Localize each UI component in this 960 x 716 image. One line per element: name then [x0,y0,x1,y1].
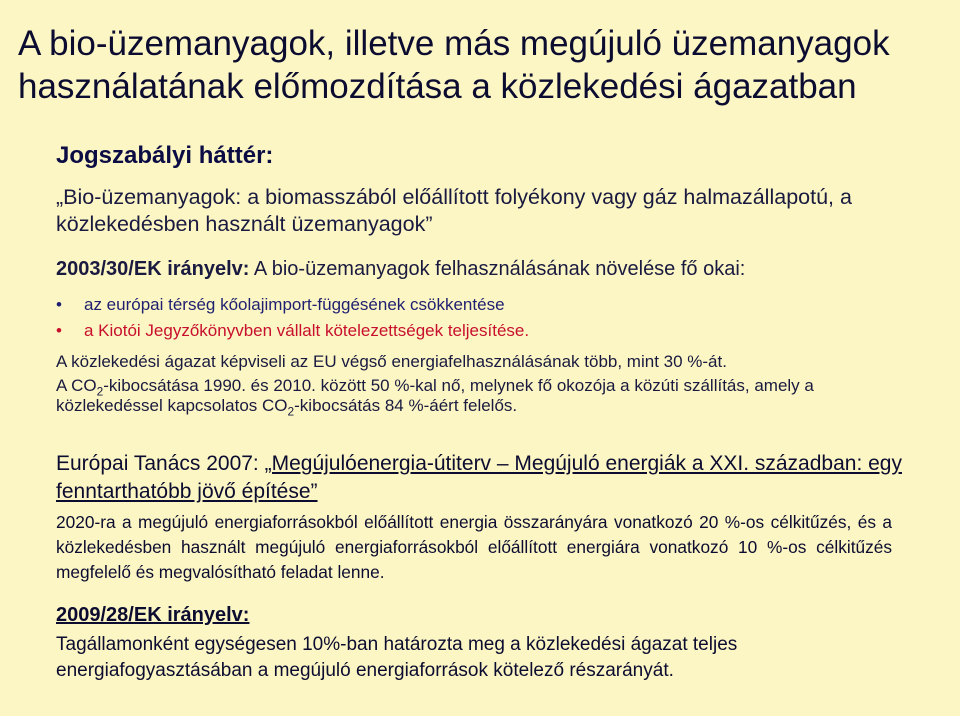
co2-paragraph [56,376,916,419]
list-item-text: a Kiotói Jegyzőkönyvben vállalt kötelezettségek teljesítése. [84,321,530,340]
bullet-icon: • [56,295,62,314]
legal-background-heading: Jogszabályi háttér: [56,142,274,169]
european-council-line [56,450,926,506]
european-council-prefix: Európai Tanács 2007: [56,452,265,475]
list-item [56,292,529,318]
bullet-icon: • [56,321,62,340]
co2-text-3: -kibocsátás 84 %-áért felelős. [294,396,518,415]
directive-2003-line [56,258,745,281]
list-item-text: az európai térség kőolajimport-függésének csökkentése [84,295,505,314]
european-council-roadmap: „Megújulóenergia-útiterv – Megújuló energiák a XXI. században: egy fenntarthatóbb jövő építése” [56,452,902,503]
transport-share-paragraph: A közlekedési ágazat képviseli az EU végső energiafelhasználásának több, mint 30 %-át. [56,352,727,371]
slide-title: A bio-üzemanyagok, illetve más megújuló üzemanyagok használatának előmozdítása a közlekedési ágazatban [18,24,890,106]
biofuel-definition: „Bio-üzemanyagok: a biomasszából előállított folyékony vagy gáz halmazállapotú, a közlekedésben használt üzemanyagok” [56,185,852,236]
list-item [56,318,529,344]
directive-2003-label: 2003/30/EK irányelv: [56,258,250,280]
directive-2003-text: A bio-üzemanyagok felhasználásának növelése fő okai: [249,258,746,280]
reasons-list [56,292,529,344]
target-2020-paragraph: 2020-ra a megújuló energiaforrásokból előállított energia összarányára vonatkozó 20 %-os célkitűzés, és a közlekedésben használt megújuló energiaforrásokból előállított energiára vonatkozó 10 %-os célkitűzés megfelelő és megvalósítható feladat lenne. [56,512,892,582]
co2-text-2: -kibocsátása 1990. és 2010. között 50 %-kal nő, melynek fő okozója a közúti szállítás, amely a közlekedéssel kapcsolatos CO [56,376,814,415]
co2-text-1: A CO [56,376,97,395]
co2-subscript: 2 [96,384,104,399]
co2-subscript: 2 [287,404,295,419]
directive-2009-text: Tagállamonként egységesen 10%-ban határozta meg a közlekedési ágazat teljes energiafogyasztásában a megújuló energiaforrások kötelező részarányát. [56,634,738,681]
directive-2009-heading: 2009/28/EK irányelv: [56,604,250,626]
